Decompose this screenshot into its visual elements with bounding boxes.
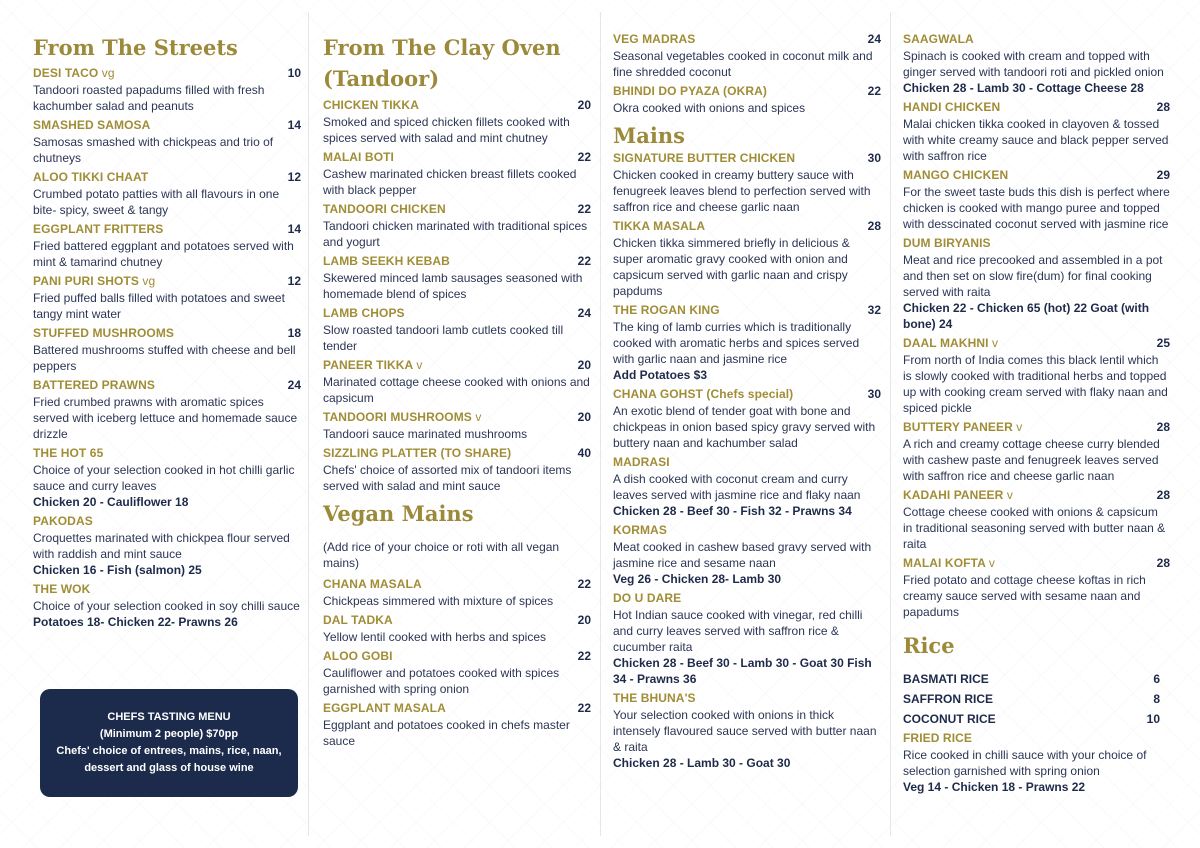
item-diet-tag: v (416, 358, 423, 372)
item-name (33, 582, 90, 596)
item-diet-tag: v (988, 556, 995, 570)
item-price: 22 (577, 649, 591, 663)
item-options: Veg 14 - Chicken 18 - Prawns 22 (903, 780, 1086, 794)
item-price: 22 (577, 701, 591, 715)
item-price: 30 (867, 387, 881, 401)
rice-name: COCONUT RICE (903, 712, 996, 726)
item-name-text: VEG MADRAS (613, 32, 696, 46)
tasting-minimum: (Minimum 2 people) $70pp (99, 728, 239, 740)
menu-item (323, 358, 591, 406)
item-name-text: LAMB SEEKH KEBAB (323, 254, 450, 268)
item-name-text: DAAL MAKHNI (903, 336, 989, 350)
rice-item (903, 689, 1170, 709)
item-description: Cauliflower and potatoes cooked with spices garnished with spring onion (323, 666, 560, 696)
item-price: 28 (1156, 100, 1170, 114)
item-description: Chefs' choice of assorted mix of tandoori items served with salad and mint sauce (323, 463, 572, 493)
item-name (323, 577, 422, 591)
item-description: Chickpeas simmered with mixture of spices (323, 594, 554, 608)
item-price: 22 (577, 254, 591, 268)
menu-item (323, 577, 591, 609)
item-diet-tag: vg (101, 66, 115, 80)
item-description: Smoked and spiced chicken fillets cooked with spices served with salad and mint chutney (323, 115, 570, 145)
menu-item (613, 455, 881, 519)
menu-item (903, 32, 1170, 96)
item-description: Fried crumbed prawns with aromatic spices served with iceberg lettuce and homemade sauce drizzle (33, 395, 298, 441)
item-price: 32 (867, 303, 881, 317)
menu-item (323, 613, 591, 645)
item-description: Cottage cheese cooked with onions & capsicum in traditional seasoning served with butter naan & raita (903, 505, 1166, 551)
item-description: Marinated cottage cheese cooked with onions and capsicum (323, 375, 590, 405)
item-name-text: PANEER TIKKA (323, 358, 413, 372)
rice-name: SAFFRON RICE (903, 692, 993, 706)
mains-list (613, 151, 881, 771)
menu-item (613, 303, 881, 383)
item-name (613, 455, 670, 469)
item-name (613, 591, 681, 605)
column-divider (890, 12, 891, 836)
item-description: Fried potato and cottage cheese koftas in rich creamy sauce served with sesame naan and papadums (903, 573, 1146, 619)
item-description: Skewered minced lamb sausages seasoned with homemade blend of spices (323, 271, 583, 301)
item-description: Fried puffed balls filled with potatoes and sweet tangy mint water (33, 291, 285, 321)
tasting-desc-2: dessert and glass of house wine (84, 762, 254, 774)
item-name: FRIED RICE (903, 731, 973, 745)
item-options: Veg 26 - Chicken 28- Lamb 30 (613, 572, 782, 586)
item-name-text: EGGPLANT FRITTERS (33, 222, 164, 236)
item-description: Tandoori roasted papadums filled with fresh kachumber salad and peanuts (33, 83, 265, 113)
item-name-text: CHANA MASALA (323, 577, 422, 591)
menu-item (903, 420, 1170, 484)
item-diet-tag: v (475, 410, 482, 424)
menu-item (33, 118, 301, 166)
item-name (33, 378, 155, 392)
vegan-note: (Add rice of your choice or roti with all vegan mains) (323, 540, 560, 570)
item-name (903, 488, 1013, 502)
rice-list (903, 669, 1170, 729)
tasting-desc-1: Chefs' choice of entrees, mains, rice, naan, (56, 745, 282, 757)
item-description: Meat cooked in cashew based gravy served with jasmine rice and sesame naan (613, 540, 872, 570)
item-name (323, 410, 481, 424)
menu-item (903, 336, 1170, 416)
menu-item (33, 222, 301, 270)
item-price: 22 (867, 84, 881, 98)
item-name-text: MADRASI (613, 455, 670, 469)
item-description: Seasonal vegetables cooked in coconut milk and fine shredded coconut (613, 49, 873, 79)
menu-item (33, 446, 301, 510)
item-description: Croquettes marinated with chickpea flour served with raddish and mint sauce (33, 531, 290, 561)
item-name-text: PAKODAS (33, 514, 93, 528)
item-options: Chicken 20 - Cauliflower 18 (33, 495, 189, 509)
menu-item (613, 84, 881, 116)
menu-item (33, 274, 301, 322)
item-diet-tag: vg (142, 274, 156, 288)
item-name (613, 691, 696, 705)
streets-list (33, 66, 301, 630)
menu-item (613, 387, 881, 451)
menu-item (903, 236, 1170, 332)
item-price: 22 (577, 202, 591, 216)
item-description: Meat and rice precooked and assembled in a pot and then set on slow fire(dum) for final cooking served with raita (903, 253, 1163, 299)
menu-item (33, 66, 301, 114)
item-description: Your selection cooked with onions in thick intensely flavoured sauce served with butter naan & raita (613, 708, 877, 754)
mains-continued-list (903, 32, 1170, 620)
item-name-text: DAL TADKA (323, 613, 393, 627)
menu-item (323, 446, 591, 494)
menu-item (323, 150, 591, 198)
menu-item (613, 32, 881, 80)
item-name (903, 32, 974, 46)
rice-price: 10 (1146, 712, 1160, 726)
menu-item (33, 326, 301, 374)
menu-item (323, 306, 591, 354)
item-options: Chicken 28 - Lamb 30 - Cottage Cheese 28 (903, 81, 1144, 95)
item-description: Spinach is cooked with cream and topped with ginger served with tandoori roti and pickled onion (903, 49, 1164, 79)
item-name (903, 420, 1022, 434)
item-description: Cashew marinated chicken breast fillets cooked with black pepper (323, 167, 577, 197)
item-options: Chicken 28 - Beef 30 - Lamb 30 - Goat 30 Fish 34 - Prawns 36 (613, 656, 872, 686)
item-name-text: MALAI KOFTA (903, 556, 986, 570)
item-description: The king of lamb curries which is traditionally cooked with aromatic herbs and spices served with garlic naan and jasmine rice (613, 320, 860, 366)
item-description: Malai chicken tikka cooked in clayoven & tossed with white creamy sauce and black pepper served with saffron rice (903, 117, 1169, 163)
item-name-text: PANI PURI SHOTS (33, 274, 139, 288)
item-price: 40 (577, 446, 591, 460)
item-price: 20 (577, 613, 591, 627)
section-title-tandoor-line2: (Tandoor) (323, 66, 440, 91)
item-price: 10 (287, 66, 301, 80)
menu-item (613, 523, 881, 587)
item-name-text: EGGPLANT MASALA (323, 701, 446, 715)
item-price: 12 (287, 170, 301, 184)
item-name (903, 236, 991, 250)
item-description: A dish cooked with coconut cream and curry leaves served with jasmine rice and flaky naan (613, 472, 861, 502)
item-price: 12 (287, 274, 301, 288)
item-name (323, 254, 450, 268)
item-name (33, 274, 155, 288)
item-name (613, 32, 695, 46)
item-name (903, 336, 998, 350)
section-title-streets: From The Streets (33, 35, 238, 60)
tasting-menu-box (40, 689, 298, 797)
menu-item (33, 170, 301, 218)
item-name-text: THE ROGAN KING (613, 303, 720, 317)
item-options: Add Potatoes $3 (613, 368, 708, 382)
item-name-text: BHINDI DO PYAZA (OKRA) (613, 84, 767, 98)
item-name (33, 222, 163, 236)
menu-item (33, 582, 301, 630)
item-description: Tandoori chicken marinated with traditional spices and yogurt (323, 219, 588, 249)
item-description: Slow roasted tandoori lamb cutlets cooked till tender (323, 323, 564, 353)
item-name-text: ALOO GOBI (323, 649, 393, 663)
item-name (33, 326, 174, 340)
item-name (33, 66, 115, 80)
item-name-text: CHANA GOHST (Chefs special) (613, 387, 794, 401)
menu-item (323, 98, 591, 146)
item-price: 28 (867, 219, 881, 233)
item-diet-tag: v (1006, 488, 1013, 502)
item-price: 20 (577, 358, 591, 372)
item-name-text: THE HOT 65 (33, 446, 104, 460)
item-name-text: DO U DARE (613, 591, 682, 605)
rice-item (903, 669, 1170, 689)
rice-price: 6 (1153, 672, 1160, 686)
item-name-text: KORMAS (613, 523, 667, 537)
menu-item (323, 254, 591, 302)
menu-item (903, 488, 1170, 552)
item-description: Rice cooked in chilli sauce with your choice of selection garnished with spring onion (903, 748, 1147, 778)
section-title-tandoor (323, 32, 591, 94)
item-name (613, 523, 667, 537)
item-description: Crumbed potato patties with all flavours in one bite- spicy, sweet & tangy (33, 187, 280, 217)
item-name (613, 387, 793, 401)
item-name (323, 701, 446, 715)
item-name (323, 446, 511, 460)
item-price: 30 (867, 151, 881, 165)
item-options: Chicken 22 - Chicken 65 (hot) 22 Goat (with bone) 24 (903, 301, 1150, 331)
item-price: 24 (577, 306, 591, 320)
item-price: 14 (287, 222, 301, 236)
item-description: Hot Indian sauce cooked with vinegar, red chilli and curry leaves served with saffron rice & cucumber raita (613, 608, 863, 654)
item-name-text: MANGO CHICKEN (903, 168, 1009, 182)
item-name (323, 150, 394, 164)
item-options: Chicken 28 - Lamb 30 - Goat 30 (613, 756, 791, 770)
column-divider (600, 12, 601, 836)
menu-item (903, 100, 1170, 164)
item-name-text: STUFFED MUSHROOMS (33, 326, 175, 340)
item-name-text: BATTERED PRAWNS (33, 378, 155, 392)
item-price: 25 (1156, 336, 1170, 350)
rice-item (903, 709, 1170, 729)
item-price: 18 (287, 326, 301, 340)
menu-item-fried-rice (903, 731, 1170, 795)
column-tandoor-vegan (323, 32, 591, 753)
item-description: Tandoori sauce marinated mushrooms (323, 427, 528, 441)
item-name (613, 219, 705, 233)
vegan-list (323, 577, 591, 749)
item-options: Chicken 28 - Beef 30 - Fish 32 - Prawns 34 (613, 504, 852, 518)
item-options: Chicken 16 - Fish (salmon) 25 (33, 563, 202, 577)
item-description: Battered mushrooms stuffed with cheese and bell peppers (33, 343, 296, 373)
item-price: 20 (577, 98, 591, 112)
item-diet-tag: v (991, 336, 999, 350)
item-description: Okra cooked with onions and spices (613, 101, 806, 115)
menu-item (613, 151, 881, 215)
item-description: For the sweet taste buds this dish is perfect where chicken is cooked with mango puree and topped with desscinated coconut served with jasmine rice (903, 185, 1170, 231)
veg-mains-continued-list (613, 32, 881, 116)
item-name (323, 306, 405, 320)
item-name (323, 649, 393, 663)
item-description: Eggplant and potatoes cooked in chefs master sauce (323, 718, 570, 748)
section-title-mains: Mains (613, 123, 685, 148)
menu-item (903, 556, 1170, 620)
section-title-vegan: Vegan Mains (323, 501, 474, 526)
column-divider (308, 12, 309, 836)
item-price: 28 (1156, 420, 1170, 434)
item-name-text: THE BHUNA'S (613, 691, 696, 705)
item-description: Yellow lentil cooked with herbs and spices (323, 630, 547, 644)
item-name (33, 118, 150, 132)
item-description: A rich and creamy cottage cheese curry blended with cashew paste and fenugreek leaves served with saffron rice and cheese garlic naan (903, 437, 1160, 483)
item-name-text: BUTTERY PANEER (903, 420, 1013, 434)
item-price: 22 (577, 577, 591, 591)
section-title-rice: Rice (903, 633, 955, 658)
item-name (323, 202, 446, 216)
item-name (33, 514, 93, 528)
item-price: 20 (577, 410, 591, 424)
menu-item (33, 514, 301, 578)
item-options: Potatoes 18- Chicken 22- Prawns 26 (33, 615, 238, 629)
item-name (903, 556, 995, 570)
item-name-text: CHICKEN TIKKA (323, 98, 419, 112)
item-name (33, 170, 148, 184)
menu-item (613, 691, 881, 771)
item-description: Chicken tikka simmered briefly in delicious & super aromatic gravy cooked with onion and capsicum served with garlic naan and crispy papdums (613, 236, 850, 298)
column-mains-continued (903, 32, 1170, 799)
item-diet-tag: v (1016, 420, 1023, 434)
item-name-text: TIKKA MASALA (613, 219, 706, 233)
item-name (613, 84, 767, 98)
item-name (323, 358, 422, 372)
item-name-text: ALOO TIKKI CHAAT (33, 170, 149, 184)
column-mains (613, 32, 881, 775)
menu-item (613, 591, 881, 687)
item-name-text: SAAGWALA (903, 32, 974, 46)
item-price: 28 (1156, 488, 1170, 502)
item-name-text: SMASHED SAMOSA (33, 118, 151, 132)
item-price: 29 (1156, 168, 1170, 182)
item-description: Samosas smashed with chickpeas and trio of chutneys (33, 135, 274, 165)
item-name-text: TANDOORI MUSHROOMS (323, 410, 472, 424)
column-streets (33, 32, 301, 634)
item-name (323, 613, 393, 627)
item-name-text: SIZZLING PLATTER (TO SHARE) (323, 446, 512, 460)
item-name-text: DUM BIRYANIS (903, 236, 991, 250)
item-price: 14 (287, 118, 301, 132)
item-name-text: LAMB CHOPS (323, 306, 405, 320)
item-name-text: THE WOK (33, 582, 91, 596)
item-price: 28 (1156, 556, 1170, 570)
tandoor-list (323, 98, 591, 494)
item-description: Chicken cooked in creamy buttery sauce with fenugreek leaves blend to perfection served with saffron rice and cheese garlic naan (613, 168, 871, 214)
section-title-tandoor-line1: From The Clay Oven (323, 35, 561, 60)
item-name (33, 446, 103, 460)
menu-item (33, 378, 301, 442)
item-description: An exotic blend of tender goat with bone and chickpeas in onion based spicy gravy served with buttery naan and kachumber salad (613, 404, 876, 450)
item-description: Choice of your selection cooked in soy chilli sauce (33, 599, 300, 613)
item-name-text: TANDOORI CHICKEN (323, 202, 446, 216)
item-description: Fried battered eggplant and potatoes served with mint & tamarind chutney (33, 239, 294, 269)
item-description: From north of India comes this black lentil which is slowly cooked with traditional herbs and topped up with cooking cream served with flaky naan and spiced pickle (903, 353, 1168, 415)
item-price: 22 (577, 150, 591, 164)
menu-item (903, 168, 1170, 232)
item-name-text: DESI TACO (33, 66, 99, 80)
item-name (323, 98, 419, 112)
rice-name: BASMATI RICE (903, 672, 989, 686)
item-name-text: MALAI BOTI (323, 150, 394, 164)
item-price: 24 (287, 378, 301, 392)
item-name (903, 168, 1008, 182)
rice-price: 8 (1153, 692, 1160, 706)
menu-item (323, 410, 591, 442)
item-description: Choice of your selection cooked in hot chilli garlic sauce and curry leaves (33, 463, 295, 493)
item-name-text: SIGNATURE BUTTER CHICKEN (613, 151, 796, 165)
menu-item (323, 202, 591, 250)
item-name (903, 100, 1000, 114)
item-name (613, 151, 795, 165)
item-name-text: HANDI CHICKEN (903, 100, 1001, 114)
tasting-title: CHEFS TASTING MENU (107, 711, 231, 723)
menu-item (613, 219, 881, 299)
item-name (613, 303, 720, 317)
item-name-text: KADAHI PANEER (903, 488, 1004, 502)
menu-item (323, 701, 591, 749)
menu-item (323, 649, 591, 697)
item-price: 24 (867, 32, 881, 46)
